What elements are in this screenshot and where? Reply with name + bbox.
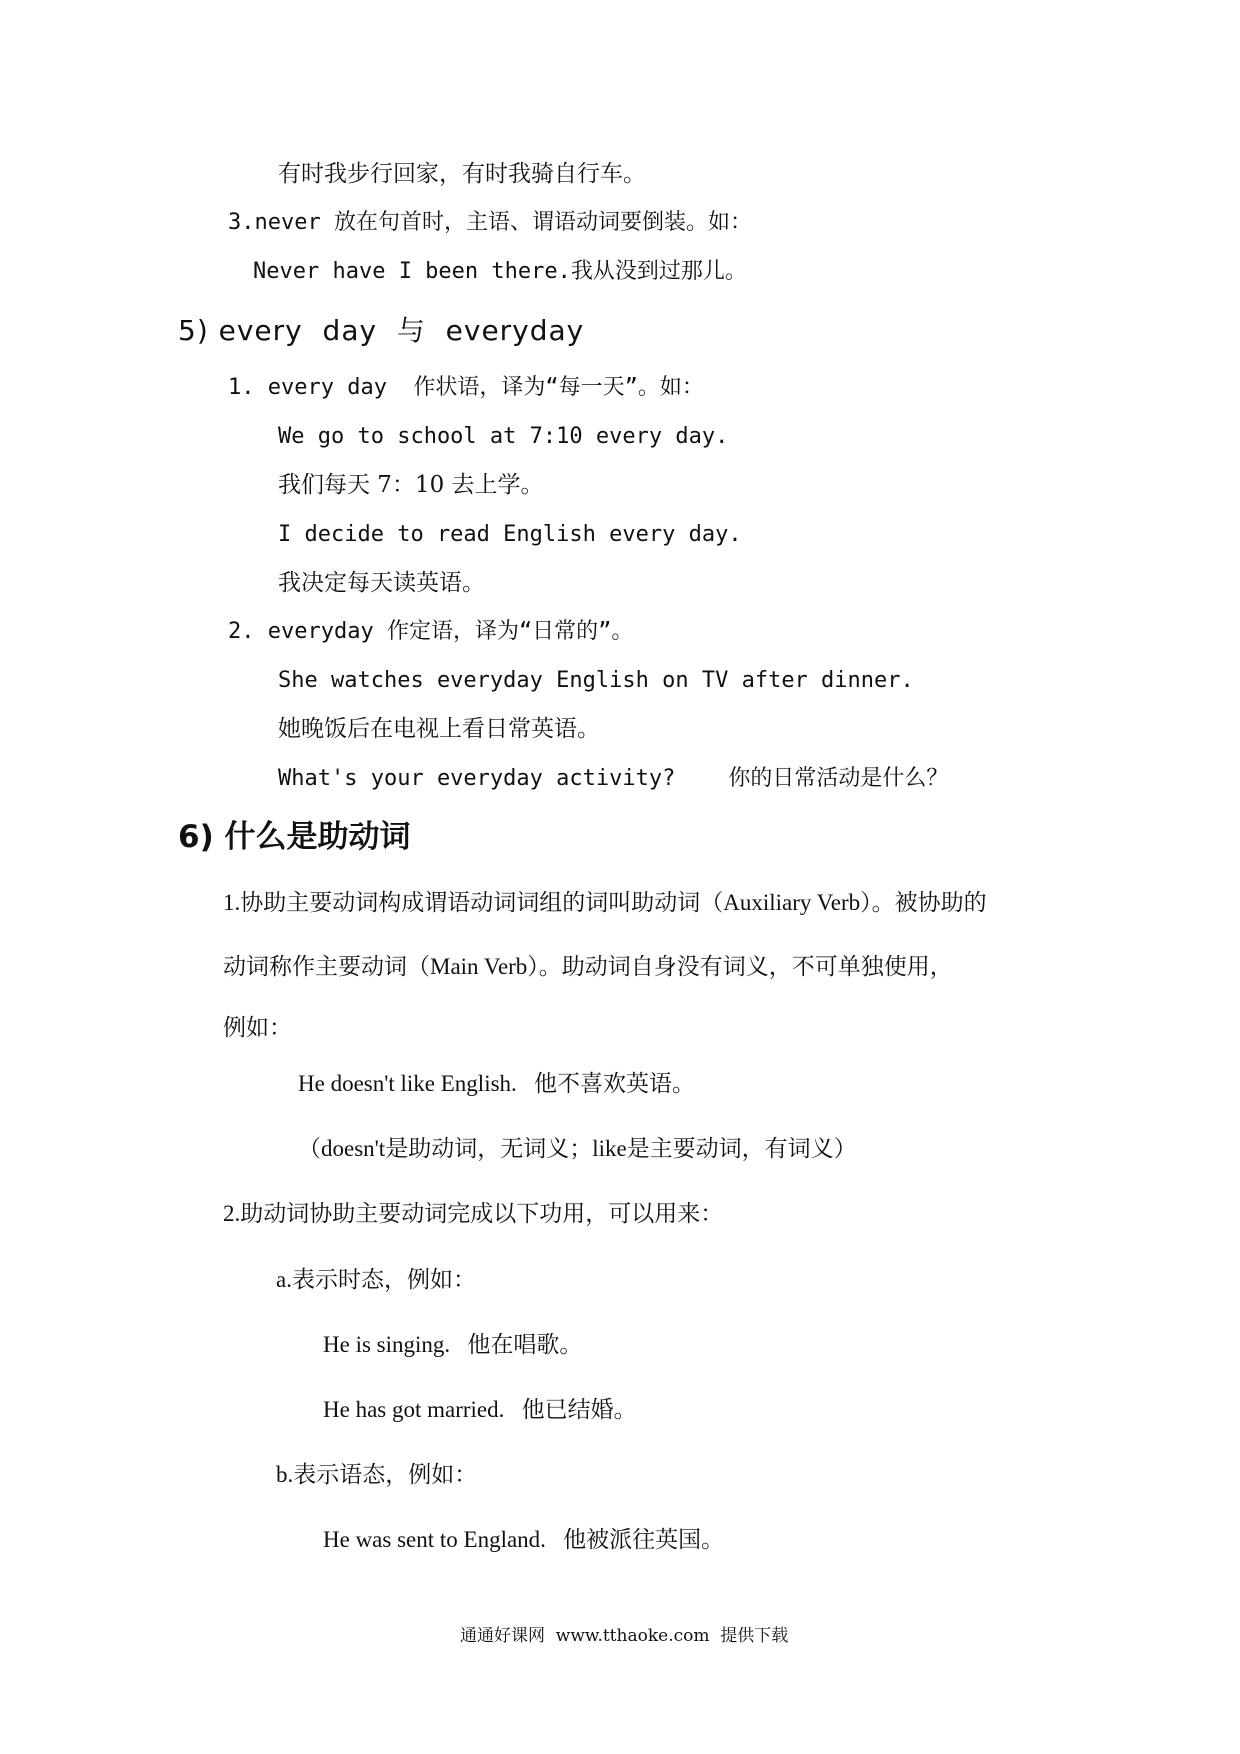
sub-item-b: b.表示语态，例如： (276, 1462, 478, 1487)
example-sentence: He is singing. 他在唱歌。 (323, 1332, 583, 1357)
example-sentence: She watches everyday English on TV after dinner. (278, 668, 914, 693)
example-translation: 她晚饭后在电视上看日常英语。 (278, 716, 600, 742)
paragraph-line: 2.助动词协助主要动词完成以下功用，可以用来： (223, 1201, 724, 1226)
example-note: （doesn't是助动词，无词义；like是主要动词，有词义） (298, 1136, 857, 1161)
page-footer: 通通好课网 www.tthaoke.com 提供下载 (460, 1626, 789, 1646)
section-heading-5: 5) every day 与 everyday (178, 314, 585, 347)
rule-item-3: 3.never 放在句首时，主语、谓语动词要倒装。如： (228, 210, 752, 235)
paragraph-line: 1.协助主要动词构成谓语动词词组的词叫助动词（Auxiliary Verb）。被协助的 (223, 890, 987, 915)
paragraph-line: 例如： (223, 1015, 292, 1041)
rule-item-1: 1. every day 作状语，译为“每一天”。如： (228, 375, 704, 400)
example-sentence: He has got married. 他已结婚。 (323, 1397, 637, 1422)
example-sentence: What's your everyday activity? 你的日常活动是什么？ (278, 766, 949, 791)
example-sentence: Never have I been there.我从没到过那儿。 (253, 259, 747, 284)
example-sentence: I decide to read English every day. (278, 522, 742, 547)
example-sentence: We go to school at 7:10 every day. (278, 424, 729, 449)
example-translation: 有时我步行回家，有时我骑自行车。 (278, 161, 646, 187)
example-translation: 我们每天 7：10 去上学。 (278, 472, 544, 498)
example-sentence: He doesn't like English. 他不喜欢英语。 (298, 1071, 696, 1096)
rule-item-2: 2. everyday 作定语，译为“日常的”。 (228, 619, 634, 644)
example-translation: 我决定每天读英语。 (278, 570, 485, 596)
example-sentence: He was sent to England. 他被派往英国。 (323, 1527, 725, 1552)
sub-item-a: a.表示时态，例如： (276, 1267, 476, 1292)
paragraph-line: 动词称作主要动词（Main Verb）。助动词自身没有词义，不可单独使用， (223, 954, 953, 979)
section-heading-6: 6) 什么是助动词 (178, 819, 411, 855)
